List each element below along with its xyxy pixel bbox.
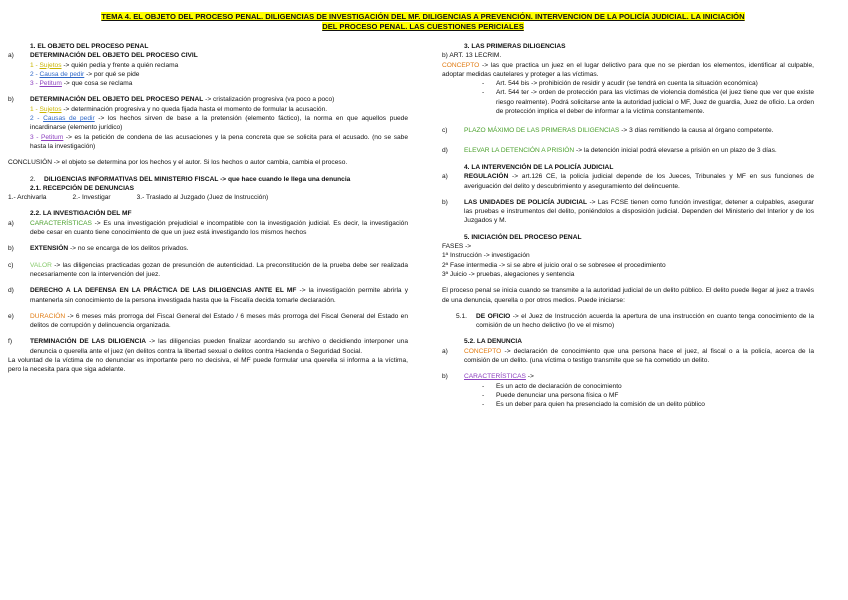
item-extension [8, 244, 408, 253]
bullet-caracteristica-1 [442, 382, 814, 391]
text: -> [525, 373, 534, 381]
text: Art. 544 bis -> prohibición de residir y acudir (se tendrá en cuenta la situación económica) [496, 80, 758, 88]
item-caracteristicas [8, 219, 408, 238]
penal-item-2 [8, 114, 408, 133]
heading-iniciacion-proceso: 5. INICIACIÓN DEL PROCESO PENAL [464, 233, 582, 241]
text: -> el Juez de Instrucción acuerda la apertura de una instrucción en cuanto tenga conocimiento de la comisión de un hecho delictivo (lo ve el mismo) [476, 312, 815, 330]
section-a [8, 51, 408, 60]
text: -> quién pedía y frente a quién reclama [61, 61, 179, 69]
keyword: CARACTERÍSTICAS [30, 219, 92, 227]
concepto-primeras-diligencias [442, 61, 814, 80]
text: -> que cosa se reclama [61, 80, 133, 88]
text: -> 3 días remitiendo la causa al órgano competente. [619, 127, 774, 135]
text: -> declaración de conocimiento que una persona hace el juez, al fiscal o a la policía, acerca de la comisión de un delito. (una víctima o testigo transmite que se ha cometido un delito. [464, 347, 814, 365]
section-b [8, 95, 408, 104]
keyword: DERECHO A LA DEFENSA EN LA PRÁCTICA DE LAS DILIGENCIAS ANTE EL MF [30, 287, 297, 295]
text: -> las que practica un juez en el lugar delictivo para que no se pierdan los elementos, identificar al culpable, adoptar medidas cautelares y proteger a las víctimas. [442, 61, 814, 78]
bullet-art-544-bis [442, 79, 814, 88]
num: 3 - [30, 80, 40, 88]
bullet-dash: - [482, 391, 485, 399]
keyword: DURACIÓN [30, 312, 66, 320]
num: 1 - [30, 105, 40, 113]
option-traslado: 3.- Traslado al Juzgado (Juez de Instrucción) [136, 194, 269, 202]
keyword-causa: Causa de pedir [39, 70, 85, 78]
item-caracteristicas-denuncia [442, 372, 814, 381]
denuncia-options [8, 193, 408, 202]
bullet-dash: - [482, 401, 485, 409]
keyword-petitum: Petitum [40, 133, 64, 141]
bullet-dash: - [482, 89, 485, 97]
text: -> determinación progresiva y no queda fijada hasta el momento de formular la acusación. [61, 105, 328, 113]
fases-label: FASES -> [442, 243, 472, 251]
label: b) [442, 198, 448, 206]
label: c) [8, 261, 14, 269]
item-regulacion [442, 172, 814, 191]
conclusion: CONCLUSIÓN -> el objeto se determina por los hechos y el autor. Si los hechos o autor cambia, cambia el proceso. [8, 159, 348, 167]
keyword: PLAZO MÁXIMO DE LAS PRIMERAS DILIGENCIAS [464, 127, 620, 135]
num: 2 - [30, 115, 44, 123]
keyword-sujetos: Sujetos [39, 105, 62, 113]
num: 2. [30, 175, 36, 183]
text: -> los hechos sirven de base a la pretensión (elemento fáctico), la norma en que aquellos puede incardinarse (elemento jurídico) [30, 115, 408, 132]
penal-item-3 [8, 133, 408, 152]
label-a: a) [8, 52, 14, 60]
bullet-dash: - [482, 80, 485, 88]
fase-3: 3ª Juicio -> pruebas, alegaciones y sentencia [442, 270, 575, 278]
text: -> es la petición de condena de las acusaciones y la pena concreta que se solicita para el acusado. (no se sabe hasta la investigación) [30, 133, 408, 150]
label: d) [442, 146, 448, 154]
heading-diligencias-informativas [8, 175, 408, 184]
keyword: EXTENSIÓN [30, 245, 69, 253]
bullet-caracteristica-2 [442, 391, 814, 400]
heading-objeto-civil: DETERMINACIÓN DEL OBJETO DEL PROCESO CIVIL [30, 52, 198, 60]
keyword-petitum: Petitum [39, 80, 62, 88]
label: b) [442, 373, 448, 381]
keyword: LAS UNIDADES DE POLICÍA JUDICIAL [464, 198, 588, 206]
keyword: TERMINACIÓN DE LAS DILIGENCIA [30, 338, 147, 346]
item-plazo-maximo [442, 126, 814, 135]
heading-primeras-diligencias: 3. LAS PRIMERAS DILIGENCIAS [464, 43, 566, 50]
label: b) [8, 245, 14, 253]
heading-investigacion-mf: 2.2. LA INVESTIGACIÓN DEL MF [30, 210, 132, 218]
item-de-oficio [442, 312, 814, 331]
keyword-causas: Causas de pedir [43, 115, 95, 123]
text: -> cristalización progresiva (va poco a poco) [203, 96, 335, 104]
keyword: VALOR [30, 261, 52, 269]
page-title [8, 12, 838, 32]
text: DILIGENCIAS INFORMATIVAS DEL MINISTERIO FISCAL -> que hace cuando le llega una denuncia [44, 175, 351, 183]
num: 2 - [30, 70, 40, 78]
text: -> las diligencias pueden finalizar acordando su archivo o decidiendo interponer una denuncia o querella ante el juez (en delitos contra la libertad sexual o delitos contra Hacienda o Seguridad Social. [30, 338, 408, 355]
label: a) [442, 173, 448, 181]
label: a) [8, 219, 14, 227]
item-concepto-denuncia [442, 347, 814, 366]
item-duracion [8, 312, 408, 331]
bullet-dash: - [482, 382, 485, 390]
heading-la-denuncia: 5.2. LA DENUNCIA [464, 338, 523, 346]
art-13-lecrim: b) ART. 13 LECRIM. [442, 52, 502, 60]
label-b: b) [8, 96, 14, 104]
keyword: CONCEPTO [464, 347, 502, 355]
text: -> Las FCSE tienen como función investigar, detener a culpables, asegurar las pruebas e instrumentos del delito, poniéndolos a disposición judicial. Dependen del Ministerio del Interior y de los Juzgados y M. [464, 198, 814, 225]
num: 5.1. [456, 312, 467, 320]
text: -> por qué se pide [84, 70, 140, 78]
bullet-caracteristica-3 [442, 400, 814, 409]
text: -> 6 meses más prorroga del Fiscal General del Estado / 6 meses más prorroga del Fiscal General del Estado en delitos de corrupción y delincuencia organizada. [30, 312, 408, 330]
label: a) [442, 347, 448, 355]
num: 3 - [30, 133, 41, 141]
fase-2: 2ª Fase intermedia -> si se abre el juicio oral o se sobresee el procedimiento [442, 261, 666, 269]
civil-item-2 [8, 70, 408, 79]
option-investigar: 2.- Investigar [72, 194, 111, 202]
civil-item-1 [8, 61, 408, 70]
title-line-2: DEL PROCESO PENAL. LAS CUESTIONES PERICIALES [322, 22, 524, 31]
penal-item-1 [8, 105, 408, 114]
keyword: REGULACIÓN [464, 173, 509, 181]
item-derecho-defensa [8, 286, 408, 305]
keyword: CONCEPTO [442, 61, 480, 69]
heading-objeto-proceso-penal: 1. EL OBJETO DEL PROCESO PENAL [30, 43, 149, 50]
text: -> Es una investigación prejudicial e incompatible con la investigación judicial. Es decir, la investigación debe cesar en cuanto tiene conocimiento de que un juez está investigando los mismos hechos [30, 219, 408, 237]
label: d) [8, 287, 14, 295]
heading-recepcion-denuncias: 2.1. RECEPCIÓN DE DENUNCIAS [30, 184, 135, 192]
label: e) [8, 312, 14, 320]
heading-objeto-penal: DETERMINACIÓN DEL OBJETO DEL PROCESO PENAL [30, 96, 204, 104]
item-elevar-detencion [442, 146, 814, 155]
text: Es un deber para quien ha presenciado la comisión de un delito público [496, 401, 705, 409]
item-unidades-policia [442, 198, 814, 226]
text: Art. 544 ter -> orden de protección para las víctimas de violencia doméstica (el juez tiene que ver que existe riesgo realmente). Podrá solicitarse ante la autoridad judicial o MF, Juez de guardia, Juez de oficio. La orden de protección implica el deber de informar a la víctima constantemente. [496, 89, 814, 116]
label: c) [442, 127, 448, 135]
inicio-proceso-text: El proceso penal se inicia cuando se transmite a la autoridad judicial de un delito público. El delito puede llegar al juez a través de una denuncia, querella o por otros medios. Puede iniciarse: [442, 287, 814, 304]
text: -> la investigación permite abrirla y mantenerla sin conocimiento de la persona investigada hasta que la Fiscalía decida tomarle declaración. [30, 287, 408, 304]
civil-item-3 [8, 79, 408, 88]
text: Puede denunciar una persona física o MF [496, 391, 619, 399]
option-archivar: 1.- Archivarla [8, 194, 47, 202]
text: Es un acto de declaración de conocimiento [496, 382, 622, 390]
keyword: DE OFICIO [476, 312, 511, 320]
item-terminacion [8, 337, 408, 356]
label: f) [8, 338, 13, 346]
voluntad-victima: La voluntad de la víctima de no denunciar es importante pero no decisiva, el MF puede formular una querella si informa a la víctima, pero la necesita para que siga adelante. [8, 357, 408, 374]
fase-1: 1ª Instrucción -> investigación [442, 252, 530, 260]
left-column [8, 42, 408, 375]
keyword: CARACTERÍSTICAS [464, 373, 526, 381]
text: -> no se encarga de los delitos privados. [68, 245, 189, 253]
text: -> las diligencias practicadas gozan de presunción de autenticidad. La preconstitución de la prueba debe ser realizada necesariamente con la intervención del juez. [30, 261, 408, 278]
right-column [442, 42, 814, 410]
text: -> art.126 CE, la policía judicial depende de los Jueces, Tribunales y MF en sus funciones de averiguación del delito y descubrimiento y aseguramiento del delincuente. [464, 173, 814, 190]
heading-policia-judicial: 4. LA INTERVENCIÓN DE LA POLICÍA JUDICIAL [464, 163, 614, 171]
keyword: ELEVAR LA DETENCIÓN A PRISIÓN [464, 146, 575, 154]
keyword-sujetos: Sujetos [39, 61, 62, 69]
num: 1 - [30, 61, 40, 69]
bullet-art-544-ter [442, 88, 814, 116]
item-valor [8, 261, 408, 280]
title-line-1: TEMA 4. EL OBJETO DEL PROCESO PENAL. DILIGENCIAS DE INVESTIGACIÓN DEL MF. DILIGENCIAS A PREVENCIÓN. INTERVENCION DE LA POLICÍA JUDICIAL. LA INICIACIÓN [101, 12, 745, 21]
text: -> la detención inicial podrá elevarse a prisión en un plazo de 3 días. [574, 146, 777, 154]
